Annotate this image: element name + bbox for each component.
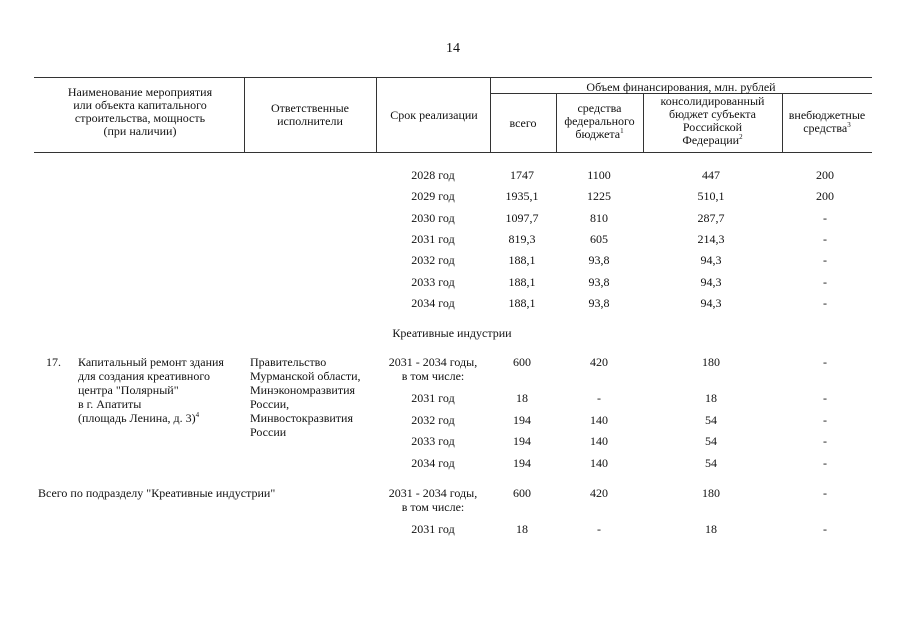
term-cell: 2032 год [411,253,455,268]
total-cell: 194 [513,434,531,448]
regional-cell: 180 [702,355,720,369]
regional-cell: 54 [705,434,717,448]
offbudget-cell: - [823,456,827,470]
offbudget-cell: - [823,253,827,268]
term-cell: 2033 год [411,434,455,448]
col-sep-2 [376,77,377,153]
total-cell: 600 [513,355,531,369]
header-regional-line: консолидированный [660,94,765,108]
federal-cell: - [597,522,601,536]
regional-cell: 54 [705,456,717,470]
header-federal [556,102,643,141]
footnote-mark: 4 [195,411,200,419]
header-top-rule [34,77,872,78]
item-number: 17. [46,355,61,369]
item-name-line [78,411,224,425]
federal-cell: - [597,391,601,405]
header-term: Срок реализации [390,108,478,122]
federal-cell: 605 [590,231,608,246]
footnote-mark: 1 [620,127,624,135]
federal-cell: 810 [590,210,608,225]
header-regional-text: Федерации [682,133,740,147]
header-name [40,86,240,138]
executor-line: Минэкономразвития [250,383,356,397]
term-cell: 2030 год [411,210,455,225]
item-name-line: в г. Апатиты [78,397,142,411]
header-exec-line: Ответственные [271,101,349,115]
term-cell: 2028 год [411,168,455,182]
header-federal-text: бюджета [575,127,621,141]
federal-cell: 140 [590,434,608,448]
header-name-line: или объекта капитального [73,98,207,112]
regional-cell: 447 [702,168,720,182]
footnote-mark: 3 [847,121,851,129]
item-name-line: Капитальный ремонт здания [78,355,224,369]
header-federal-line: средства [577,101,622,115]
header-federal-line [556,128,643,141]
total-cell: 188,1 [508,295,536,310]
header-executors [248,102,372,128]
total-cell: 18 [516,522,528,536]
item-name-text: (площадь Ленина, д. 3) [78,411,196,425]
regional-cell: 214,3 [697,231,725,246]
col-sep-1 [244,77,245,153]
executor-line: России, [250,397,290,411]
regional-cell: 510,1 [697,189,725,204]
offbudget-cell: - [823,355,827,369]
regional-cell: 180 [702,486,720,500]
term-cell: 2031 год [411,391,455,405]
regional-cell: 287,7 [697,210,725,225]
header-name-line: (при наличии) [103,124,177,138]
subtotal-label: Всего по подразделу "Креативные индустрии" [38,486,276,500]
offbudget-cell: 200 [816,168,834,182]
federal-cell: 93,8 [588,295,610,310]
term-cell [389,355,477,383]
header-federal-line: федерального [564,114,635,128]
total-cell: 1747 [510,168,534,182]
regional-cell: 54 [705,413,717,427]
term-cell: 2034 год [411,295,455,310]
total-cell: 194 [513,413,531,427]
offbudget-cell: - [823,413,827,427]
term-cell: 2031 год [411,231,455,246]
offbudget-cell: - [823,486,827,500]
total-cell: 1097,7 [505,210,539,225]
total-cell: 188,1 [508,274,536,289]
header-regional-line: бюджет субъекта [668,107,756,121]
regional-cell: 94,3 [700,253,722,268]
header-offbudget-line: внебюджетные [788,108,866,122]
federal-cell: 140 [590,456,608,470]
total-cell: 18 [516,391,528,405]
header-regional [643,95,782,147]
federal-cell: 93,8 [588,274,610,289]
header-offbudget-text: средства [803,121,848,135]
offbudget-cell: - [823,295,827,310]
term-line: в том числе: [401,500,465,514]
header-offbudget-line [782,122,872,135]
term-cell: 2031 год [411,522,455,536]
footnote-mark: 2 [739,133,743,141]
offbudget-cell: - [823,522,827,536]
header-funding-group: Объем финансирования, млн. рублей [586,80,776,94]
header-exec-line: исполнители [277,114,343,128]
federal-cell: 1225 [587,189,611,204]
total-cell: 188,1 [508,253,536,268]
section-title: Креативные индустрии [392,326,512,340]
header-regional-line: Российской [682,120,743,134]
offbudget-cell: 200 [816,189,834,204]
offbudget-cell: - [823,391,827,405]
page-number: 14 [446,41,460,56]
federal-cell: 140 [590,413,608,427]
federal-cell: 420 [590,355,608,369]
header-total: всего [509,116,537,130]
total-cell: 1935,1 [505,189,539,204]
term-line: 2031 - 2034 годы, [388,486,478,500]
term-cell: 2032 год [411,413,455,427]
total-cell: 819,3 [508,231,536,246]
total-cell: 600 [513,486,531,500]
federal-cell: 93,8 [588,253,610,268]
offbudget-cell: - [823,274,827,289]
term-line: 2031 - 2034 годы, [388,355,478,369]
executor-line: Мурманской области, [250,369,361,383]
offbudget-cell: - [823,231,827,246]
header-bottom-rule [34,152,872,153]
executor-line: Минвостокразвития [250,411,353,425]
header-name-line: Наименование мероприятия [67,85,213,99]
offbudget-cell: - [823,210,827,225]
header-offbudget [782,109,872,135]
executor-line: России [250,425,287,439]
total-cell: 194 [513,456,531,470]
term-line: в том числе: [401,369,465,383]
item-name-line: центра "Полярный" [78,383,179,397]
header-regional-line [643,134,782,147]
offbudget-cell: - [823,434,827,448]
term-cell: 2034 год [411,456,455,470]
header-name-line: строительства, мощность [74,111,206,125]
regional-cell: 18 [705,391,717,405]
term-cell [389,486,477,514]
item-name-line: для создания креативного [78,369,210,383]
federal-cell: 1100 [587,168,611,182]
regional-cell: 94,3 [700,274,722,289]
item-name [78,355,224,425]
federal-cell: 420 [590,486,608,500]
executor-line: Правительство [250,355,327,369]
regional-cell: 18 [705,522,717,536]
term-cell: 2033 год [411,274,455,289]
term-cell: 2029 год [411,189,455,204]
regional-cell: 94,3 [700,295,722,310]
item-executors [250,355,361,439]
